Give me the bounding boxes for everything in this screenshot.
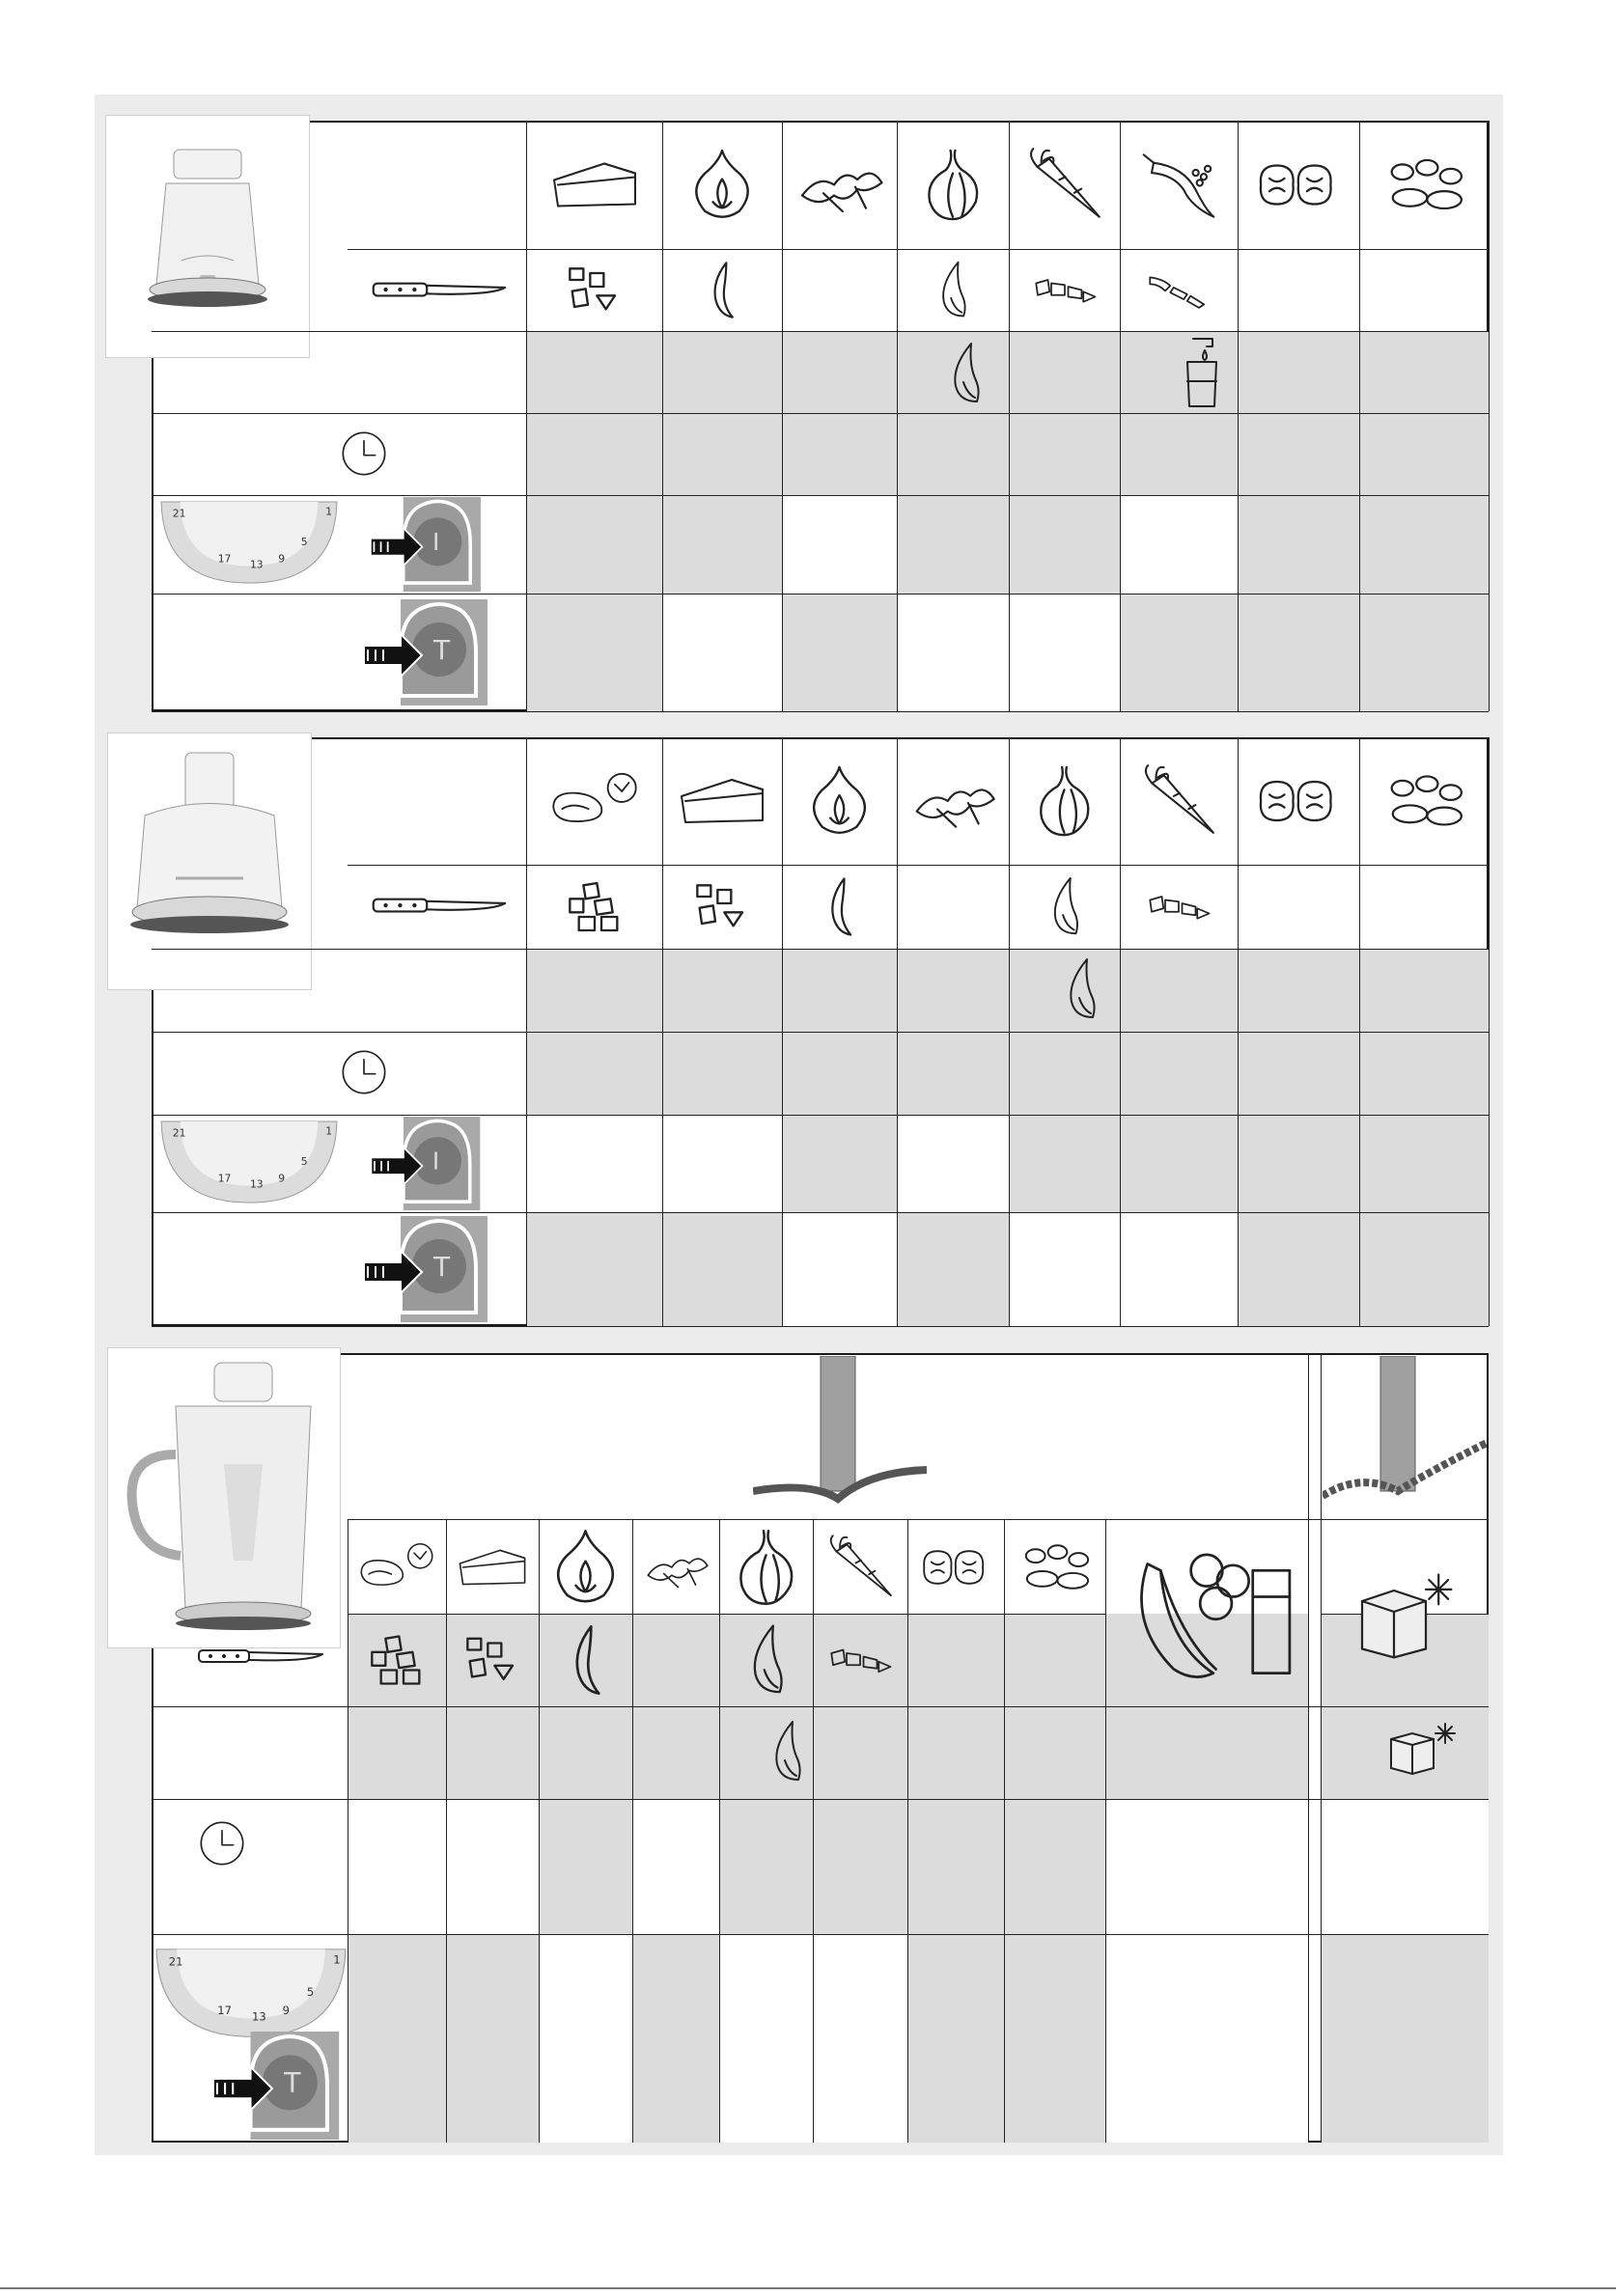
svg-text:I: I: [432, 1147, 440, 1176]
grid-line: [719, 1519, 720, 2143]
svg-text:9: 9: [278, 1172, 286, 1185]
grid-line: [152, 711, 1489, 712]
garlic-clove-icon: [941, 340, 989, 407]
meat-icon: [546, 761, 643, 841]
grid-line: [1004, 1519, 1005, 2143]
table-cell: [662, 413, 782, 495]
table-cell: [782, 1212, 897, 1326]
table-cell: [1238, 495, 1359, 594]
svg-text:17: 17: [217, 552, 232, 566]
table-cell: [632, 1799, 719, 1934]
table-cell: [539, 1706, 632, 1799]
onion-icon: [792, 761, 887, 841]
cheese-icon: [546, 145, 643, 225]
table-cell: [813, 1706, 907, 1799]
garlic-clove-icon: [1057, 955, 1105, 1023]
table-cell: [1238, 413, 1359, 495]
knife-icon: [193, 1641, 328, 1670]
grid-line: [348, 1519, 1489, 1520]
table-cell: [782, 331, 897, 413]
grid-line: [1489, 121, 1490, 711]
table-cell: [897, 949, 1009, 1032]
table-cell: [1120, 594, 1238, 711]
onion-piece-icon: [688, 259, 756, 321]
cheese-icon: [674, 761, 770, 841]
table-cell: [526, 331, 662, 413]
chopper-small-image: [106, 116, 309, 357]
table-cell: [1120, 495, 1238, 594]
table-cell: [632, 1706, 719, 1799]
grid-line: [1105, 1519, 1106, 2143]
table-cell: [1359, 413, 1489, 495]
onion-icon: [546, 1525, 625, 1610]
garlic-clove-icon: [1031, 874, 1099, 939]
onion-icon: [674, 145, 770, 225]
grid-line: [348, 249, 526, 250]
grid-line: [1120, 121, 1121, 711]
carrot-icon: [1018, 145, 1110, 225]
ice-icon: [1351, 1563, 1458, 1660]
svg-text:13: 13: [249, 1177, 264, 1191]
table-cell: [1009, 495, 1120, 594]
table-cell: [719, 1799, 813, 1934]
clock-icon: [198, 1819, 246, 1867]
grid-line: [907, 1519, 908, 2143]
table-cell: [1009, 594, 1120, 711]
almonds-icon: [1376, 145, 1472, 225]
cut-pieces-icon: [561, 259, 628, 321]
table-cell: [526, 413, 662, 495]
table-cell: [1321, 1799, 1489, 1934]
table-cell: [539, 1934, 632, 2143]
table-cell: [348, 1706, 446, 1799]
meat-icon: [355, 1525, 438, 1610]
table-cell: [662, 594, 782, 711]
grid-line: [539, 1519, 540, 2143]
table-cell: [1004, 1934, 1105, 2143]
chopper-medium-image: [108, 733, 311, 989]
table-cell: [897, 1032, 1009, 1115]
grid-line: [152, 1799, 1489, 1800]
table-cell: [1004, 1706, 1105, 1799]
table-cell: [1359, 495, 1489, 594]
table-cell: [782, 1115, 897, 1212]
chili-icon: [1130, 145, 1227, 225]
speed-dial-icon: [157, 1120, 341, 1204]
table-cell: [662, 331, 782, 413]
grid-line: [1009, 121, 1010, 711]
onion-piece-icon: [806, 874, 874, 939]
table-cell: [1359, 1212, 1489, 1326]
table-cell: [782, 949, 897, 1032]
speed-dial-icon: [157, 500, 341, 585]
parsley-icon: [640, 1525, 711, 1610]
table-cell: [526, 495, 662, 594]
cut-pieces-icon: [688, 874, 756, 939]
table-cell: [632, 1934, 719, 2143]
carrot-pieces-icon: [826, 1621, 894, 1699]
clock-icon: [340, 429, 388, 478]
table-cell: [897, 594, 1009, 711]
table-cell: [1321, 1934, 1489, 2143]
table-cell: [907, 1799, 1004, 1934]
table-cell: [1004, 1799, 1105, 1934]
table-cell: [1120, 1032, 1238, 1115]
svg-text:13: 13: [249, 558, 264, 571]
cut-pieces-icon: [459, 1621, 526, 1699]
table-cell: [539, 1799, 632, 1934]
table-cell: [662, 1115, 782, 1212]
grid-line: [152, 1032, 1489, 1033]
walnuts-icon: [1250, 145, 1347, 225]
svg-text:T: T: [433, 634, 451, 666]
table-cell: [662, 1032, 782, 1115]
svg-text:13: 13: [252, 2009, 266, 2024]
interval-button-icon: [362, 1117, 488, 1210]
garlic-clove-icon: [919, 259, 987, 321]
walnuts-icon: [915, 1525, 996, 1610]
grid-line: [152, 1326, 1489, 1327]
svg-text:I: I: [432, 528, 440, 557]
svg-text:21: 21: [172, 507, 186, 520]
table-cell: [632, 1614, 719, 1706]
table-cell: [1238, 1032, 1359, 1115]
table-cell: [1009, 1115, 1120, 1212]
table-cell: [813, 1799, 907, 1934]
grid-line: [526, 865, 1489, 866]
meat-cubes-icon: [561, 874, 628, 939]
table-cell: [1009, 413, 1120, 495]
turbo-button-icon: [203, 2032, 348, 2140]
parsley-icon: [906, 761, 999, 841]
meat-cubes-icon: [363, 1621, 431, 1699]
table-cell: [1359, 949, 1489, 1032]
water-beaker-icon: [1178, 333, 1226, 410]
grid-line: [152, 331, 1489, 332]
grid-line: [446, 1519, 447, 2143]
table-cell: [1120, 949, 1238, 1032]
table-cell: [782, 495, 897, 594]
table-cell: [1120, 1115, 1238, 1212]
chili-pieces-icon: [1145, 259, 1212, 321]
svg-text:1: 1: [325, 1124, 333, 1138]
garlic-icon: [906, 145, 999, 225]
speed-dial-icon: [154, 1940, 348, 2046]
table-cell: [1105, 1706, 1308, 1799]
table-cell: [1105, 1799, 1308, 1934]
grid-line: [813, 1519, 814, 2143]
grid-line: [897, 121, 898, 711]
svg-text:17: 17: [217, 2004, 232, 2018]
table-cell: [662, 1212, 782, 1326]
chopper-large-image: [108, 1348, 340, 1647]
carrot-icon: [1130, 761, 1227, 841]
cheese-icon: [454, 1525, 531, 1610]
svg-text:17: 17: [217, 1172, 232, 1185]
garlic-clove-icon: [767, 1718, 806, 1785]
table-cell: [1238, 1212, 1359, 1326]
grid-line: [662, 121, 663, 711]
ice-small-icon: [1385, 1718, 1463, 1776]
table-cell: [1004, 1614, 1105, 1706]
grid-line: [152, 1212, 1489, 1213]
svg-text:1: 1: [333, 1952, 341, 1967]
grid-line: [348, 1614, 1105, 1615]
table-cell: [662, 949, 782, 1032]
grid-line: [526, 121, 527, 711]
table-cell: [1009, 1212, 1120, 1326]
fruit-mix-icon: [1120, 1544, 1294, 1689]
carrot-pieces-icon: [1031, 259, 1099, 321]
table-cell: [1359, 1032, 1489, 1115]
table-cell: [662, 495, 782, 594]
knife-icon: [367, 889, 512, 920]
table-cell: [907, 1614, 1004, 1706]
onion-piece-icon: [552, 1621, 620, 1699]
table-cell: [782, 594, 897, 711]
grid-line: [152, 594, 1489, 595]
table-cell: [1120, 1212, 1238, 1326]
garlic-clove-icon: [733, 1621, 800, 1699]
table-cell: [897, 413, 1009, 495]
table-cell: [1359, 594, 1489, 711]
table-cell: [897, 1115, 1009, 1212]
turbo-button-icon: [362, 595, 488, 709]
interval-button-icon: [362, 497, 488, 592]
table-cell: [782, 413, 897, 495]
table-cell: [1009, 331, 1120, 413]
table-cell: [526, 594, 662, 711]
grid-line: [632, 1519, 633, 2143]
table-cell: [348, 1934, 446, 2143]
table-cell: [1009, 1032, 1120, 1115]
svg-text:9: 9: [278, 552, 286, 566]
grid-line: [152, 1706, 1489, 1707]
blade-ice-icon: [1323, 1356, 1487, 1510]
table-cell: [897, 1212, 1009, 1326]
svg-text:5: 5: [300, 1154, 308, 1168]
table-cell: [348, 1799, 446, 1934]
blade-icon: [753, 1356, 927, 1510]
grid-line: [1308, 1353, 1309, 2143]
almonds-icon: [1376, 761, 1472, 841]
garlic-icon: [1018, 761, 1110, 841]
table-cell: [1238, 949, 1359, 1032]
svg-text:21: 21: [172, 1126, 186, 1140]
table-cell: [526, 949, 662, 1032]
table-cell: [1238, 331, 1359, 413]
turbo-button-icon: [362, 1214, 488, 1324]
grid-line: [152, 949, 1489, 950]
table-cell: [526, 1032, 662, 1115]
grid-line: [1321, 1353, 1322, 2143]
svg-text:21: 21: [168, 1954, 183, 1969]
table-cell: [526, 1115, 662, 1212]
carrot-icon: [821, 1525, 900, 1610]
table-cell: [446, 1706, 539, 1799]
grid-line: [1238, 121, 1239, 711]
table-cell: [1359, 1115, 1489, 1212]
svg-text:T: T: [433, 1251, 451, 1283]
grid-line: [1359, 121, 1360, 711]
carrot-pieces-icon: [1145, 874, 1212, 939]
grid-line: [348, 865, 526, 866]
walnuts-icon: [1250, 761, 1347, 841]
grid-line: [1489, 737, 1490, 1326]
svg-text:5: 5: [306, 1985, 315, 2000]
table-cell: [1359, 331, 1489, 413]
table-cell: [446, 1799, 539, 1934]
svg-text:9: 9: [282, 2004, 290, 2018]
table-cell: [446, 1934, 539, 2143]
grid-line: [526, 249, 1489, 250]
table-cell: [526, 1212, 662, 1326]
svg-text:5: 5: [300, 535, 308, 548]
grid-line: [152, 1934, 1489, 1935]
svg-text:1: 1: [325, 505, 333, 518]
parsley-icon: [792, 145, 887, 225]
table-cell: [1120, 413, 1238, 495]
knife-icon: [367, 273, 512, 304]
table-cell: [897, 495, 1009, 594]
footer-line: [0, 2287, 1616, 2289]
clock-icon: [340, 1048, 388, 1096]
table-cell: [907, 1934, 1004, 2143]
almonds-icon: [1012, 1525, 1098, 1610]
grid-line: [782, 121, 783, 711]
grid-line: [152, 413, 1489, 414]
table-cell: [782, 1032, 897, 1115]
grid-line: [152, 1115, 1489, 1116]
table-cell: [1105, 1934, 1308, 2143]
table-cell: [1238, 1115, 1359, 1212]
table-cell: [1238, 594, 1359, 711]
garlic-icon: [727, 1525, 805, 1610]
svg-text:T: T: [284, 2067, 301, 2100]
grid-line: [152, 495, 1489, 496]
table-cell: [907, 1706, 1004, 1799]
